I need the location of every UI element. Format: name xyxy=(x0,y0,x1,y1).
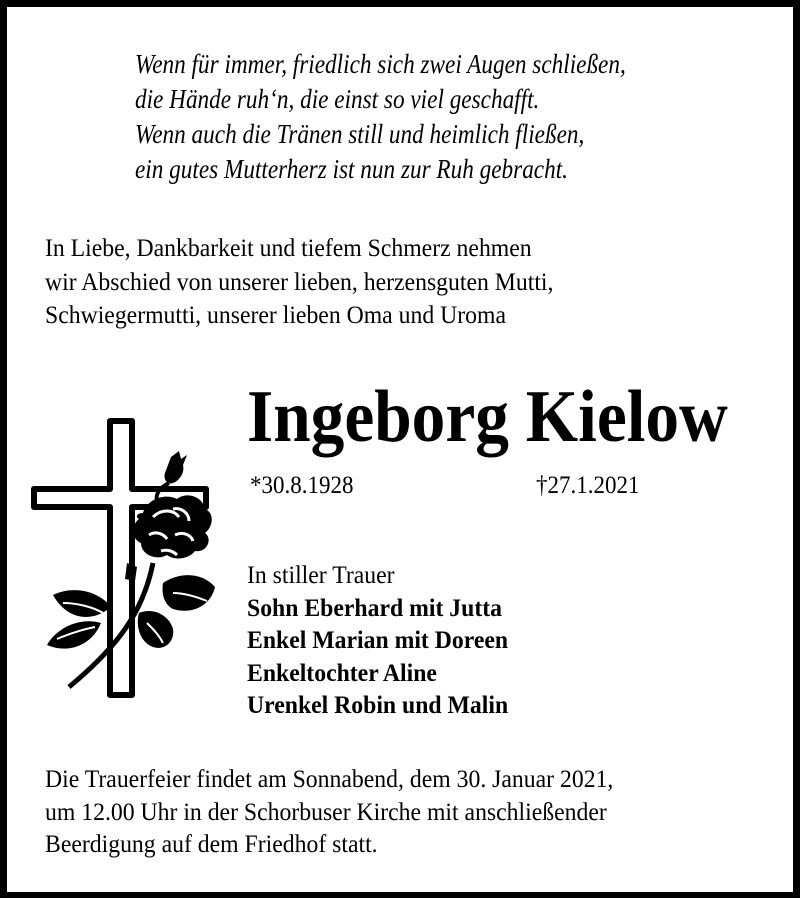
deceased-name: Ingeborg Kielow xyxy=(247,376,728,458)
poem xyxy=(135,47,626,187)
mourner: Sohn Eberhard mit Jutta xyxy=(247,592,502,622)
funeral-line: Beerdigung auf dem Friedhof statt. xyxy=(45,829,378,858)
death-date: †27.1.2021 xyxy=(536,472,640,499)
intro-line: In Liebe, Dankbarkeit und tiefem Schmerz nehmen xyxy=(45,233,532,262)
cross-with-rose-icon xyxy=(23,413,223,703)
intro-line: wir Abschied von unserer lieben, herzensguten Mutti, xyxy=(45,266,554,296)
mourner: Urenkel Robin und Malin xyxy=(247,690,509,719)
funeral-details xyxy=(45,763,613,861)
funeral-line: Die Trauerfeier findet am Sonnabend, dem 30. Januar 2021, xyxy=(45,764,614,793)
poem-line: die Hände ruh‘n, die einst so viel geschafft. xyxy=(135,84,540,114)
poem-line: Wenn auch die Tränen still und heimlich fließen, xyxy=(135,119,585,149)
intro-text xyxy=(45,231,553,332)
birth-date: *30.8.1928 xyxy=(250,472,354,499)
mourner: Enkeltochter Aline xyxy=(247,657,437,687)
intro-line: Schwiegermutti, unserer lieben Oma und Uroma xyxy=(45,300,507,329)
mourners-list xyxy=(247,559,508,722)
poem-line: Wenn für immer, friedlich sich zwei Augen schließen, xyxy=(135,49,626,79)
funeral-line: um 12.00 Uhr in der Schorbuser Kirche mit anschließender xyxy=(45,796,607,826)
mourners-heading: In stiller Trauer xyxy=(247,560,395,589)
mourner: Enkel Marian mit Doreen xyxy=(247,625,509,654)
poem-line: ein gutes Mutterherz ist nun zur Ruh gebracht. xyxy=(135,154,568,184)
